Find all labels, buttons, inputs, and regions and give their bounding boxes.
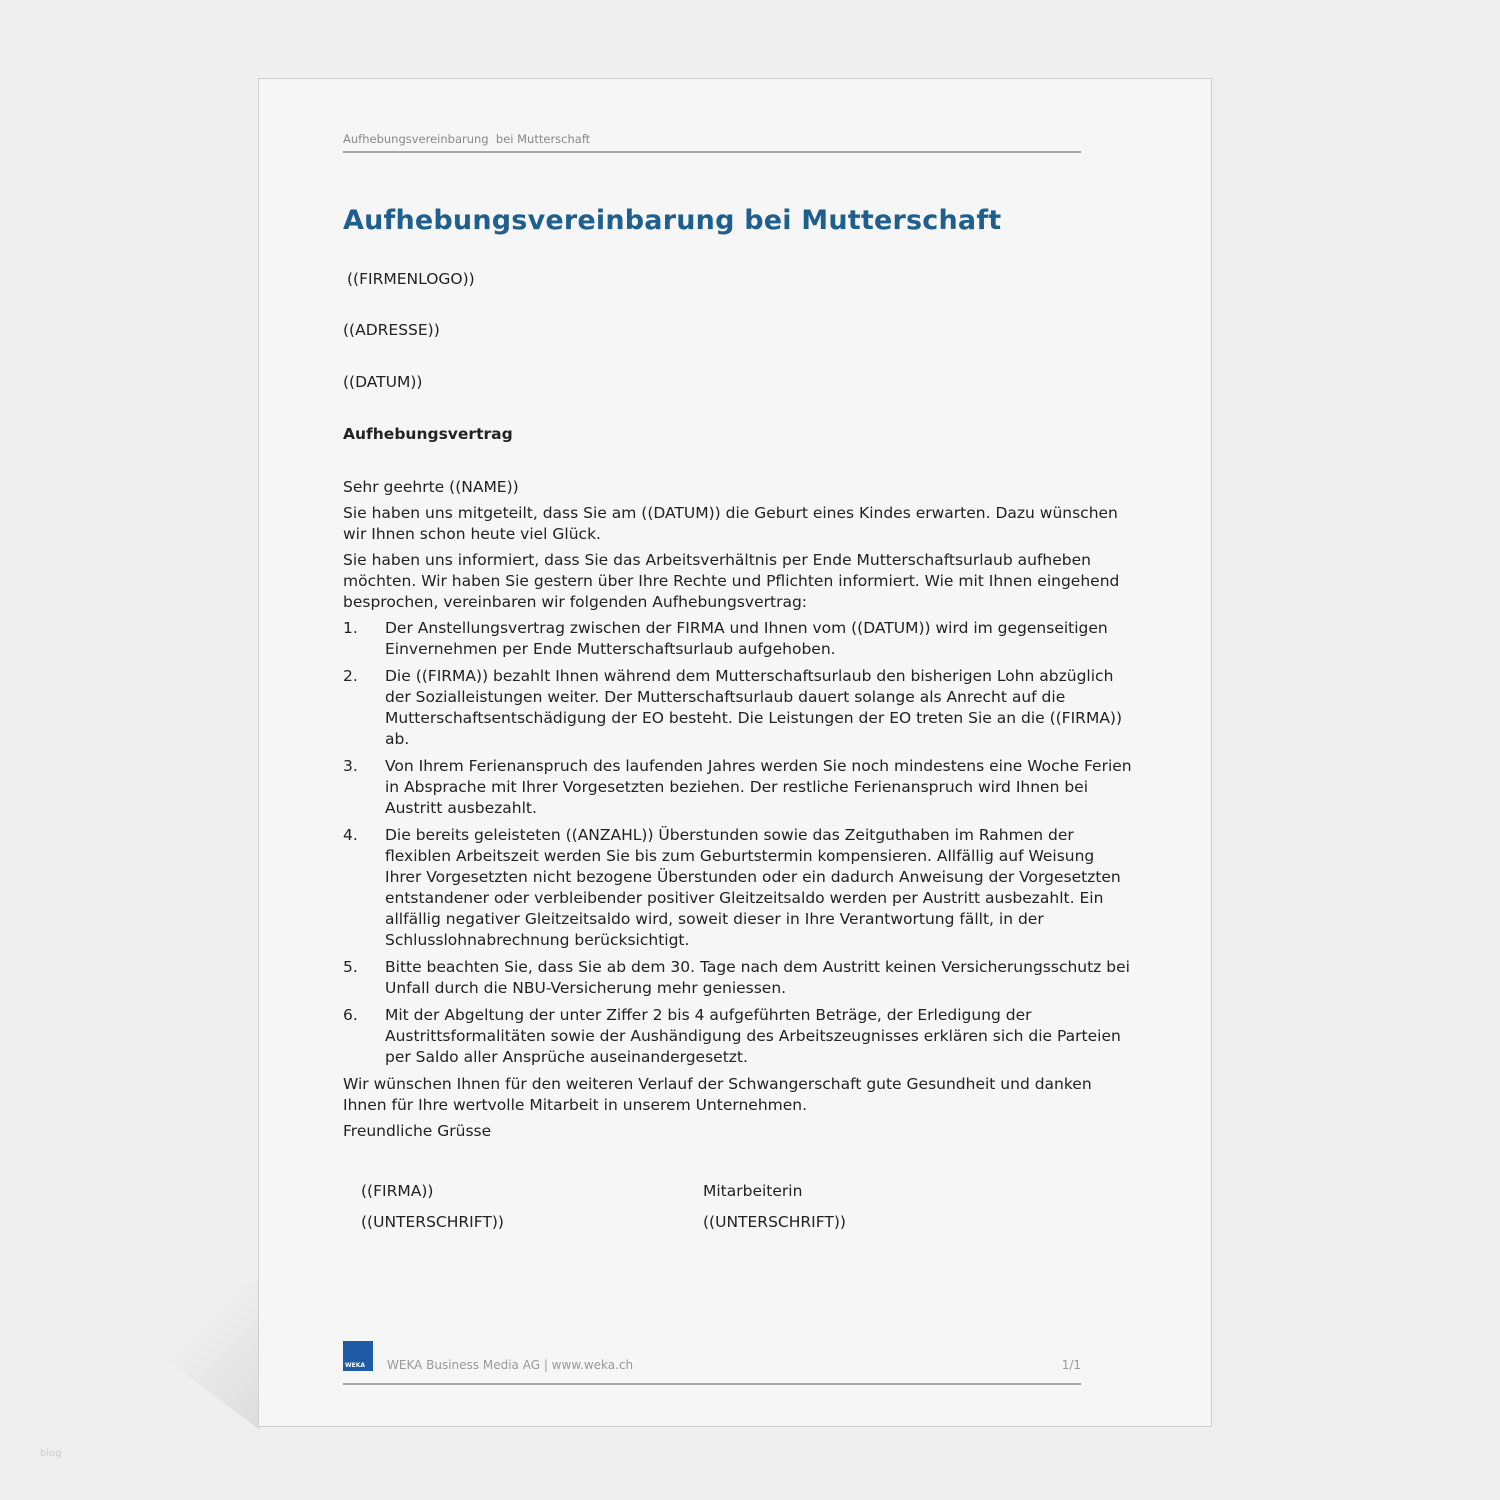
document-title: Aufhebungsvereinbarung bei Mutterschaft <box>343 205 1002 236</box>
header-divider <box>343 151 1081 153</box>
document-page <box>258 78 1212 1427</box>
footer-company: WEKA Business Media AG | www.weka.ch <box>387 1358 634 1372</box>
list-item: 2. Die ((FIRMA)) bezahlt Ihnen während dem Mutterschaftsurlaub den bisherigen Lohn abzüglich der Sozialleistungen weiter. Der Mutterschaftsurlaub dauert solange als Anrecht auf die Mutterschaftsentschädigung der EO besteht. Die Leistungen der EO treten Sie an die ((FIRMA)) ab. <box>343 667 1123 748</box>
intro-paragraph: Sie haben uns mitgeteilt, dass Sie am ((DATUM)) die Geburt eines Kindes erwarten. Dazu wünschen wir Ihnen schon heute viel Glück. <box>343 504 1118 543</box>
signature-right-party: Mitarbeiterin <box>703 1182 803 1200</box>
letter-body <box>343 477 1133 1147</box>
salutation: Sehr geehrte ((NAME)) <box>343 478 519 496</box>
intro-paragraph: Sie haben uns informiert, dass Sie das Arbeitsverhältnis per Ende Mutterschaftsurlaub aufheben möchten. Wir haben Sie gestern über Ihre Rechte und Pflichten informiert. Wie mit Ihnen eingehend besprochen, vereinbaren wir folgenden Aufhebungsvertrag: <box>343 551 1120 611</box>
closing-paragraph: Wir wünschen Ihnen für den weiteren Verlauf der Schwangerschaft gute Gesundheit und danken Ihnen für Ihre wertvolle Mitarbeit in unserem Unternehmen. <box>343 1075 1092 1114</box>
footer <box>343 1341 1081 1385</box>
greeting: Freundliche Grüsse <box>343 1122 492 1140</box>
signature-left-party: ((FIRMA)) <box>361 1182 434 1200</box>
running-header: Aufhebungsvereinbarung bei Mutterschaft <box>343 132 591 146</box>
date-placeholder: ((DATUM)) <box>343 373 423 391</box>
page-shadow <box>100 1280 260 1430</box>
list-item: 4. Die bereits geleisteten ((ANZAHL)) Überstunden sowie das Zeitguthaben im Rahmen der flexiblen Arbeitszeit werden Sie bis zum Geburtstermin kompensieren. Allfällig auf Weisung Ihrer Vorgesetzten nicht bezogene Überstunden oder ein dadurch Anweisung der Vorgesetzten entstandener oder verbleibender positiver Gleitzeitsaldo werden per Austritt ausbezahlt. Ein allfällig negativer Gleitzeitsaldo wird, soweit dieser in Ihre Verantwortung fällt, in der Schlusslohnabrechnung berücksichtigt. <box>343 826 1121 949</box>
subject: Aufhebungsvertrag <box>343 425 513 443</box>
weka-logo: WEKA <box>343 1341 373 1371</box>
list-item: 6. Mit der Abgeltung der unter Ziffer 2 bis 4 aufgeführten Beträge, der Erledigung der Austrittsformalitäten sowie der Aushändigung des Arbeitszeugnisses erklären sich die Parteien per Saldo aller Ansprüche auseinandergesetzt. <box>343 1006 1121 1066</box>
watermark: blog <box>40 1448 62 1459</box>
signature-right-sign: ((UNTERSCHRIFT)) <box>703 1213 846 1231</box>
list-item: 5. Bitte beachten Sie, dass Sie ab dem 30. Tage nach dem Austritt keinen Versicherungsschutz bei Unfall durch die NBU-Versicherung mehr geniessen. <box>343 958 1130 997</box>
list-item: 3. Von Ihrem Ferienanspruch des laufenden Jahres werden Sie noch mindestens eine Woche Ferien in Absprache mit Ihrer Vorgesetzten beziehen. Der restliche Ferienanspruch wird Ihnen bei Austritt ausbezahlt. <box>343 757 1132 817</box>
logo-placeholder: ((FIRMENLOGO)) <box>347 270 475 288</box>
page-number: 1/1 <box>1061 1358 1081 1372</box>
address-placeholder: ((ADRESSE)) <box>343 321 440 339</box>
footer-divider <box>343 1383 1081 1385</box>
signature-left-sign: ((UNTERSCHRIFT)) <box>361 1213 504 1231</box>
list-item: 1. Der Anstellungsvertrag zwischen der FIRMA und Ihnen vom ((DATUM)) wird im gegenseitigen Einvernehmen per Ende Mutterschaftsurlaub aufgehoben. <box>343 619 1108 658</box>
